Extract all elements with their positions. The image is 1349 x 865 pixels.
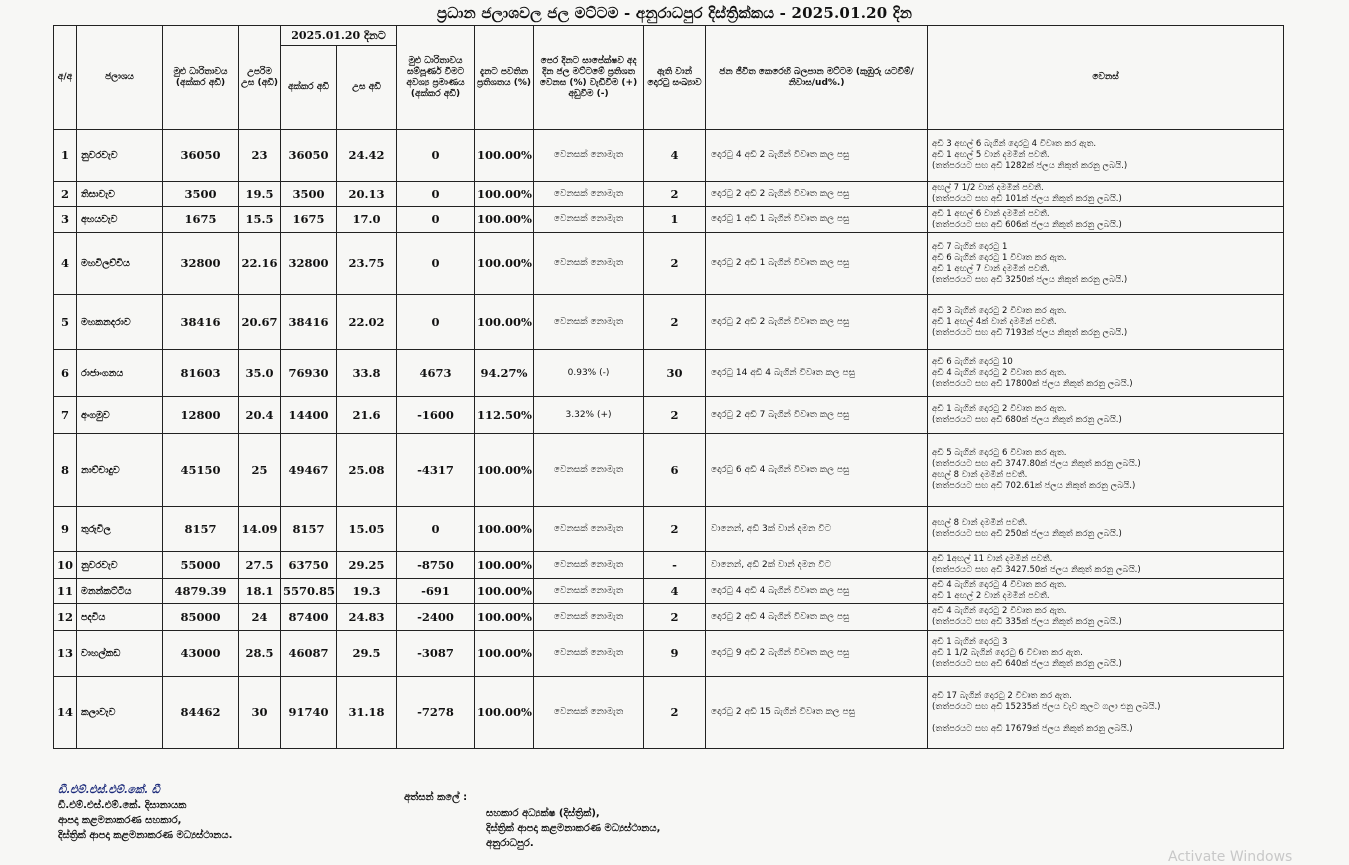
cell-impact: දොරටු 9 අඩි 2 බැගින් විවෘත කල පසු (706, 631, 928, 677)
cell-deficit: 0 (397, 130, 475, 182)
cell-remarks (928, 207, 1284, 233)
header-acre-feet: අක්කර අඩි (281, 46, 337, 130)
cell-gates: 2 (644, 182, 706, 207)
cell-remarks (928, 295, 1284, 350)
header-max-level: උපරිම උස (අඩි) (239, 26, 281, 130)
cell-remarks (928, 434, 1284, 507)
cell-reservoir-name: නාච්චාදුව (77, 434, 163, 507)
cell-impact: දොරටු 2 අඩි 2 බැගින් විවෘත කල පසු (706, 295, 928, 350)
remark-line: අඩි 7 බැගින් දොරටු 1 (932, 241, 1008, 252)
remark-line: (තත්පරයට සඟ අඩි 250ක් ජලය නිකුත් කරනු ලබයි.) (932, 529, 1122, 539)
table-row (54, 350, 1284, 397)
header-remarks: වෙනස් (928, 26, 1284, 130)
cell-max-level: 28.5 (239, 631, 281, 677)
cell-deficit: -7278 (397, 677, 475, 749)
footer-left-line: ඩී.එම්.එස්.එම්.කේ. දිසානායක (58, 800, 187, 811)
cell-impact: දොරටු 2 අඩි 4 බැගින් විවෘත කල පසු (706, 604, 928, 631)
cell-serial: 9 (54, 507, 77, 552)
cell-reservoir-name: පදවිය (77, 604, 163, 631)
cell-max-level: 18.1 (239, 579, 281, 604)
remark-line: අඟල් 8 වාන් දමමින් පවතී. (932, 518, 1028, 528)
remark-line: අඩි 1 අඟල් 5 වාන් දමමින් පවතී. (932, 150, 1050, 160)
cell-acre-feet: 3500 (281, 182, 337, 207)
cell-height: 15.05 (337, 507, 397, 552)
remark-line: (තත්පරයට සඟ අඩි 680ක් ජලය නිකුත් කරනු ලබයි.) (932, 415, 1122, 425)
footer-right-line: දිස්ත්‍රික් ආපදා කළමනාකරණ මධ්‍යස්ථානය, (486, 823, 661, 834)
cell-impact: දොරටු 1 අඩි 1 බැගින් විවෘත කල පසු (706, 207, 928, 233)
cell-serial: 6 (54, 350, 77, 397)
remark-line: (තත්පරයට සඟ අඩි 17800ක් ජලය නිකුත් කරනු ලබයි.) (932, 378, 1133, 389)
cell-current-percent: 100.00% (475, 579, 534, 604)
table-row (54, 233, 1284, 295)
footer-left (58, 798, 232, 843)
cell-acre-feet: 49467 (281, 434, 337, 507)
cell-deficit: 0 (397, 233, 475, 295)
cell-max-level: 20.4 (239, 397, 281, 434)
cell-max-level: 14.09 (239, 507, 281, 552)
cell-current-percent: 112.50% (475, 397, 534, 434)
cell-full-capacity: 84462 (163, 677, 239, 749)
cell-remarks (928, 350, 1284, 397)
cell-reservoir-name: මහකනදරාව (77, 295, 163, 350)
cell-serial: 7 (54, 397, 77, 434)
cell-deficit: 0 (397, 295, 475, 350)
cell-gates: 2 (644, 677, 706, 749)
cell-deficit: 0 (397, 507, 475, 552)
cell-remarks (928, 397, 1284, 434)
cell-full-capacity: 8157 (163, 507, 239, 552)
cell-height: 20.13 (337, 182, 397, 207)
remark-line: අඩි 1 අඟල් 7 වාන් දමමින් පවතී. (932, 263, 1050, 274)
cell-impact: දොරටු 2 අඩි 7 බැගින් විවෘත කල පසු (706, 397, 928, 434)
cell-serial: 5 (54, 295, 77, 350)
cell-reservoir-name: තිසාවැව (77, 182, 163, 207)
table-row (54, 295, 1284, 350)
cell-height: 19.3 (337, 579, 397, 604)
header-serial: අ/අ (54, 26, 77, 130)
cell-height: 17.0 (337, 207, 397, 233)
cell-acre-feet: 8157 (281, 507, 337, 552)
cell-acre-feet: 36050 (281, 130, 337, 182)
cell-full-capacity: 3500 (163, 182, 239, 207)
remark-line: අඩි 5 බැගින් දොරටු 6 විවෘත කර ඇත. (932, 448, 1067, 458)
cell-max-level: 20.67 (239, 295, 281, 350)
table-row (54, 207, 1284, 233)
table-row (54, 604, 1284, 631)
cell-current-percent: 100.00% (475, 552, 534, 579)
cell-serial: 10 (54, 552, 77, 579)
cell-reservoir-name: නුවරවැව (77, 130, 163, 182)
remark-line: අඩි 1 අඟල් 6 වාන් දමමින් පවතී. (932, 208, 1050, 219)
table-body (54, 130, 1284, 749)
remark-line: (තත්පරයට සඟ අඩි 7193ක් ජලය නිකුත් කරනු ලබයි.) (932, 327, 1128, 338)
cell-gates: 2 (644, 295, 706, 350)
cell-reservoir-name: නුවරවැව (77, 552, 163, 579)
cell-max-level: 15.5 (239, 207, 281, 233)
cell-impact: දොරටු 2 අඩි 15 බැගින් විවෘත කල පසු (706, 677, 928, 749)
cell-deficit: -2400 (397, 604, 475, 631)
remark-line: (තත්පරයට සඟ අඩි 101ක් ජලය නිකුත් කරනු ලබයි.) (932, 194, 1122, 204)
cell-deficit: 0 (397, 182, 475, 207)
cell-reservoir-name: කලාවැව (77, 677, 163, 749)
remark-line: (තත්පරයට සඟ අඩි 3250ක් ජලය නිකුත් කරනු ලබයි.) (932, 274, 1128, 285)
cell-acre-feet: 63750 (281, 552, 337, 579)
cell-change: වෙනසක් නොමැත (534, 233, 644, 295)
cell-full-capacity: 12800 (163, 397, 239, 434)
cell-max-level: 25 (239, 434, 281, 507)
remark-line: (තත්පරයට සඟ අඩි 702.61ක් ජලය නිකුත් කරනු ලබයි.) (932, 481, 1136, 491)
cell-current-percent: 100.00% (475, 182, 534, 207)
cell-reservoir-name: අභයවැව (77, 207, 163, 233)
remark-line: (තත්පරයට සඟ අඩි 17679ක් ජලය නිකුත් කරනු ලබයි.) (932, 723, 1133, 734)
cell-serial: 12 (54, 604, 77, 631)
cell-gates: 30 (644, 350, 706, 397)
cell-acre-feet: 91740 (281, 677, 337, 749)
footer-left-line: ආපදා කළමනාකරණ සහකාර, (58, 815, 182, 826)
remark-line: අඩි 1 බැගින් දොරටු 2 විවෘත කර ඇත. (932, 404, 1067, 414)
cell-full-capacity: 43000 (163, 631, 239, 677)
cell-remarks (928, 604, 1284, 631)
cell-height: 25.08 (337, 434, 397, 507)
remark-line: අඩි 1 අඟල් 4ක් වාන් දමමින් පවතී. (932, 316, 1057, 327)
cell-acre-feet: 1675 (281, 207, 337, 233)
cell-reservoir-name: මනන්කට්ටිය (77, 579, 163, 604)
footer-left-line: දිස්ත්‍රික් ආපදා කළමනාකරණ මධ්‍යස්ථානය. (58, 830, 233, 841)
cell-reservoir-name: තුරුවිල (77, 507, 163, 552)
cell-change: වෙනසක් නොමැත (534, 507, 644, 552)
remark-line: අඩි 4 බැගින් දොරටු 2 විවෘත කර ඇත. (932, 367, 1067, 378)
header-full-capacity: මුළු ධාරිතාවය (අක්කර අඩි) (163, 26, 239, 130)
cell-remarks (928, 631, 1284, 677)
cell-height: 29.5 (337, 631, 397, 677)
cell-impact: දොරටු 4 අඩි 2 බැගින් විවෘත කල පසු (706, 130, 928, 182)
remark-line: අඟල් 8 වාන් දමමින් පවතී. (932, 470, 1028, 480)
header-reservoir: ජලාශය (77, 26, 163, 130)
cell-change: වෙනසක් නොමැත (534, 207, 644, 233)
cell-impact: දොරටු 4 අඩි 4 බැගින් විවෘත කල පසු (706, 579, 928, 604)
remark-line: (තත්පරයට සඟ අඩි 606ක් ජලය නිකුත් කරනු ලබයි.) (932, 219, 1122, 230)
table-row (54, 397, 1284, 434)
cell-remarks (928, 130, 1284, 182)
cell-deficit: -4317 (397, 434, 475, 507)
cell-change: වෙනසක් නොමැත (534, 295, 644, 350)
cell-gates: 1 (644, 207, 706, 233)
remark-line: අඩි 1අඟල් 11 වාන් දමමින් පවතී. (932, 554, 1053, 564)
remark-line (932, 713, 1281, 724)
table-row (54, 507, 1284, 552)
cell-serial: 11 (54, 579, 77, 604)
table-row (54, 579, 1284, 604)
table-row (54, 552, 1284, 579)
cell-impact: වානෙන්, අඩි 3ක් වාන් දමන විට (706, 507, 928, 552)
cell-gates: 2 (644, 397, 706, 434)
header-gates: ඇති වාන් දොරටු සංඛ්‍යාව (644, 26, 706, 130)
cell-full-capacity: 85000 (163, 604, 239, 631)
table-row (54, 677, 1284, 749)
cell-reservoir-name: අංගමුව (77, 397, 163, 434)
cell-deficit: 4673 (397, 350, 475, 397)
table-row (54, 130, 1284, 182)
header-deficit: මුළු ධාරිතාවය සම්පූර්ණ වීමට අවශ්‍ය ප්‍රමාණය (අක්කර අඩි) (397, 26, 475, 130)
cell-max-level: 30 (239, 677, 281, 749)
cell-remarks (928, 677, 1284, 749)
cell-reservoir-name: වාහල්කඩ (77, 631, 163, 677)
cell-gates: 6 (644, 434, 706, 507)
cell-serial: 8 (54, 434, 77, 507)
cell-current-percent: 100.00% (475, 507, 534, 552)
cell-impact: දොරටු 2 අඩි 2 බැගින් විවෘත කල පසු (706, 182, 928, 207)
cell-remarks (928, 552, 1284, 579)
cell-max-level: 27.5 (239, 552, 281, 579)
cell-height: 24.42 (337, 130, 397, 182)
cell-change: වෙනසක් නොමැත (534, 552, 644, 579)
remark-line: අඩි 4 බැගින් දොරටු 4 විවෘත කර ඇත. (932, 580, 1067, 590)
cell-current-percent: 100.00% (475, 207, 534, 233)
cell-change: වෙනසක් නොමැත (534, 677, 644, 749)
cell-change: වෙනසක් නොමැත (534, 579, 644, 604)
cell-current-percent: 94.27% (475, 350, 534, 397)
cell-max-level: 23 (239, 130, 281, 182)
remark-line: (තත්පරයට සඟ අඩි 1282ක් ජලය නිකුත් කරනු ලබයි.) (932, 161, 1128, 171)
cell-serial: 3 (54, 207, 77, 233)
cell-current-percent: 100.00% (475, 677, 534, 749)
cell-serial: 1 (54, 130, 77, 182)
cell-current-percent: 100.00% (475, 295, 534, 350)
cell-gates: 4 (644, 130, 706, 182)
cell-gates: 2 (644, 604, 706, 631)
cell-full-capacity: 4879.39 (163, 579, 239, 604)
document-title: ප්‍රධාන ජලාශවල ජල මට්ටම - අනුරාධපුර දිස්ත්‍රික්කය - 2025.01.20 දින (436, 4, 913, 22)
windows-activation-watermark: Activate Windows (1168, 849, 1293, 865)
table-row (54, 631, 1284, 677)
cell-impact: වානෙන්, අඩි 2ක් වාන් දමන විට (706, 552, 928, 579)
cell-change: වෙනසක් නොමැත (534, 604, 644, 631)
cell-acre-feet: 32800 (281, 233, 337, 295)
remark-line: අඩි 17 බැගින් දොරටු 2 විවෘත කර ඇත. (932, 690, 1072, 701)
cell-max-level: 35.0 (239, 350, 281, 397)
cell-gates: 2 (644, 507, 706, 552)
cell-full-capacity: 36050 (163, 130, 239, 182)
table-row (54, 182, 1284, 207)
remark-line: අඩි 6 බැගින් දොරටු 1 විවෘත කර ඇත. (932, 252, 1067, 263)
header-impact: ජන ජීවිත කෙරෙහි බලපාන මට්ටම (කුඹුරු යටවීම්/නිවාස/ud%.) (706, 26, 928, 130)
cell-height: 29.25 (337, 552, 397, 579)
cell-serial: 13 (54, 631, 77, 677)
cell-full-capacity: 81603 (163, 350, 239, 397)
cell-change: 3.32% (+) (534, 397, 644, 434)
cell-remarks (928, 233, 1284, 295)
cell-remarks (928, 579, 1284, 604)
cell-deficit: -1600 (397, 397, 475, 434)
cell-gates: 2 (644, 233, 706, 295)
cell-acre-feet: 46087 (281, 631, 337, 677)
cell-acre-feet: 14400 (281, 397, 337, 434)
cell-max-level: 22.16 (239, 233, 281, 295)
footer-right-line: අනුරාධපුර. (486, 838, 534, 849)
remark-line: (තත්පරයට සඟ අඩි 15235ක් ජලය වැව කුලට ගලා එනු ලබයි.) (932, 701, 1161, 712)
reservoir-table (53, 25, 1284, 749)
header-current-percent: දැනට පවතින ප්‍රතිශතය (%) (475, 26, 534, 130)
remark-line: (තත්පරයට සඟ අඩි 3427.50ක් ජලය නිකුත් කරනු ලබයි.) (932, 565, 1141, 575)
cell-change: වෙනසක් නොමැත (534, 182, 644, 207)
cell-gates: 4 (644, 579, 706, 604)
remark-line: අඩි 3 අඟල් 6 බැගින් දොරටු 4 විවෘත කර ඇත. (932, 139, 1097, 149)
cell-height: 33.8 (337, 350, 397, 397)
cell-current-percent: 100.00% (475, 604, 534, 631)
remark-line: අඩි 1 බැගින් දොරටු 3 (932, 637, 1008, 647)
remark-line: අඟල් 7 1/2 වාන් දමමින් පවතී. (932, 183, 1044, 193)
cell-current-percent: 100.00% (475, 631, 534, 677)
signature: ඩී.එම්.එස්.එම්.කේ. ඩී (58, 783, 160, 796)
remark-line: අඩි 3 බැගින් දොරටු 2 විවෘත කර ඇත. (932, 305, 1067, 316)
remark-line: අඩි 1 1/2 බැගින් දොරටු 6 විවෘත කර ඇත. (932, 648, 1083, 658)
footer-right (486, 806, 660, 851)
cell-impact: දොරටු 2 අඩි 1 බැගින් විවෘත කල පසු (706, 233, 928, 295)
cell-full-capacity: 55000 (163, 552, 239, 579)
remark-line: අඩි 4 බැගින් දොරටු 2 විවෘත කර ඇත. (932, 606, 1067, 616)
cell-deficit: -8750 (397, 552, 475, 579)
cell-serial: 4 (54, 233, 77, 295)
cell-full-capacity: 32800 (163, 233, 239, 295)
header-date-group: 2025.01.20 දිනට (281, 26, 397, 46)
remark-line: (තත්පරයට සඟ අඩි 3747.80ක් ජලය නිකුත් කරනු ලබයි.) (932, 459, 1141, 469)
remark-line: අඩි 1 අඟල් 2 වාන් දමමින් පවතී. (932, 591, 1050, 601)
cell-height: 23.75 (337, 233, 397, 295)
cell-impact: දොරටු 6 අඩි 4 බැගින් විවෘත කල පසු (706, 434, 928, 507)
cell-gates: - (644, 552, 706, 579)
cell-change: 0.93% (-) (534, 350, 644, 397)
cell-acre-feet: 38416 (281, 295, 337, 350)
cell-acre-feet: 5570.85 (281, 579, 337, 604)
cell-change: වෙනසක් නොමැත (534, 631, 644, 677)
cell-current-percent: 100.00% (475, 130, 534, 182)
cell-acre-feet: 76930 (281, 350, 337, 397)
table-row (54, 434, 1284, 507)
cell-serial: 14 (54, 677, 77, 749)
remark-line: (තත්පරයට සඟ අඩි 335ක් ජලය නිකුත් කරනු ලබයි.) (932, 617, 1122, 627)
footer-right-line: සහකාර අධ්‍යක්ෂ (දිස්ත්‍රික්), (486, 808, 600, 819)
cell-height: 21.6 (337, 397, 397, 434)
cell-remarks (928, 182, 1284, 207)
cell-max-level: 19.5 (239, 182, 281, 207)
cell-gates: 9 (644, 631, 706, 677)
cell-remarks (928, 507, 1284, 552)
cell-full-capacity: 45150 (163, 434, 239, 507)
cell-change: වෙනසක් නොමැත (534, 130, 644, 182)
cell-full-capacity: 1675 (163, 207, 239, 233)
cell-height: 22.02 (337, 295, 397, 350)
cell-impact: දොරටු 14 අඩි 4 බැගින් විවෘත කල පසු (706, 350, 928, 397)
cell-serial: 2 (54, 182, 77, 207)
remark-line: අඩි 6 බැගින් දොරටු 10 (932, 356, 1013, 367)
cell-current-percent: 100.00% (475, 233, 534, 295)
cell-deficit: -3087 (397, 631, 475, 677)
cell-current-percent: 100.00% (475, 434, 534, 507)
cell-height: 31.18 (337, 677, 397, 749)
cell-full-capacity: 38416 (163, 295, 239, 350)
header-height-feet: උස අඩි (337, 46, 397, 130)
cell-change: වෙනසක් නොමැත (534, 434, 644, 507)
cell-reservoir-name: මහවිලච්චිය (77, 233, 163, 295)
cell-acre-feet: 87400 (281, 604, 337, 631)
cell-height: 24.83 (337, 604, 397, 631)
cell-deficit: 0 (397, 207, 475, 233)
cell-reservoir-name: රාජාංගනය (77, 350, 163, 397)
cell-max-level: 24 (239, 604, 281, 631)
header-change: පෙර දිනට සාපේක්ෂව අද දින ජල මට්ටමේ ප්‍රතිශත වෙනස (%) වැඩිවීම (+) අඩුවීම (-) (534, 26, 644, 130)
footer-approved-label: අත්සන් කලේ : (404, 792, 468, 803)
remark-line: (තත්පරයට සඟ අඩි 640ක් ජලය නිකුත් කරනු ලබයි.) (932, 659, 1122, 669)
cell-deficit: -691 (397, 579, 475, 604)
